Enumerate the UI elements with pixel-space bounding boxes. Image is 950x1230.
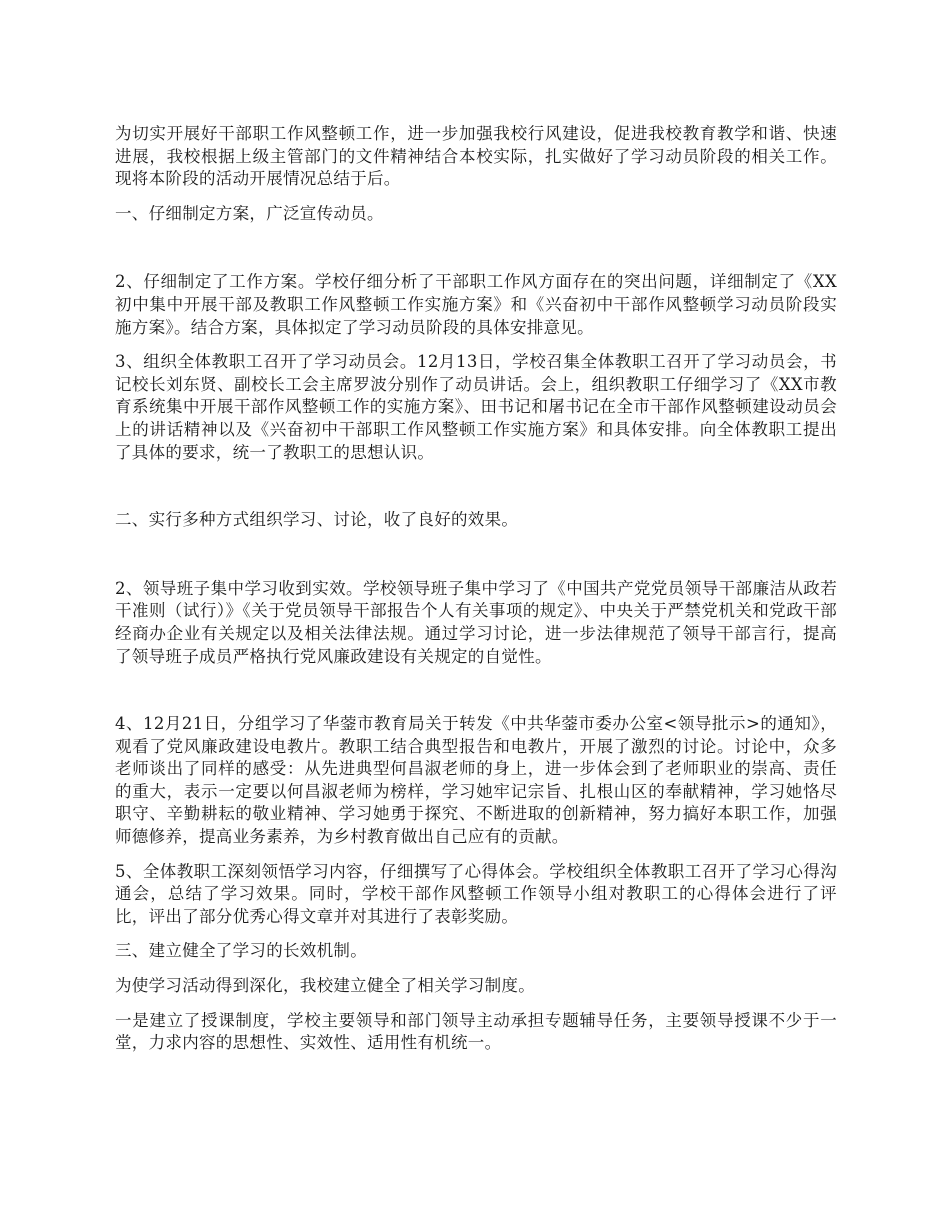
paragraph-work-plan: 2、仔细制定了工作方案。学校仔细分析了干部职工作风方面存在的突出问题，详细制定了《XX初中集中开展干部及教职工作风整顿工作实施方案》和《兴奋初中干部作风整顿学习动员阶段实施方案》。结合方案，具体拟定了学习动员阶段的具体安排意见。 — [115, 272, 837, 337]
paragraph-mobilization-meeting: 3、组织全体教职工召开了学习动员会。12月13日，学校召集全体教职工召开了学习动员会，书记校长刘东贤、副校长工会主席罗波分别作了动员讲话。会上，组织教职工仔细学习了《XX市教育系统集中开展干部作风整顿工作的实施方案》、田书记和屠书记在全市干部作风整顿建设动员会上的讲话精神以及《兴奋初中干部职工作风整顿工作实施方案》和具体安排。向全体教职工提出了具体的要求，统一了教职工的思想认识。 — [115, 352, 837, 462]
section-heading-1: 一、仔细制定方案，广泛宣传动员。 — [115, 203, 384, 223]
paragraph-teaching-system: 一是建立了授课制度，学校主要领导和部门领导主动承担专题辅导任务，主要领导授课不少于一堂，力求内容的思想性、实效性、适用性有机统一。 — [115, 1010, 837, 1053]
paragraph-group-study: 4、12月21日，分组学习了华蓥市教育局关于转发《中共华蓥市委办公室<领导批示>的通知》，观看了党风廉政建设电教片。教职工结合典型报告和电教片，开展了激烈的讨论。讨论中，众多老师谈出了同样的感受：从先进典型何昌淑老师的身上，进一步体会到了老师职业的崇高、责任的重大，表示一定要以何昌淑老师为榜样，学习她牢记宗旨、扎根山区的奉献精神，学习她恪尽职守、辛勤耕耘的敬业精神、学习她勇于探究、不断进取的创新精神，努力搞好本职工作，加强师德修养，提高业务素养，为乡村教育做出自己应有的贡献。 — [115, 714, 837, 847]
paragraph-reflections: 5、全体教职工深刻领悟学习内容，仔细撰写了心得体会。学校组织全体教职工召开了学习心得沟通会，总结了学习效果。同时，学校干部作风整顿工作领导小组对教职工的心得体会进行了评比，评出了部分优秀心得文章并对其进行了表彰奖励。 — [115, 861, 837, 926]
paragraph-leadership-study: 2、领导班子集中学习收到实效。学校领导班子集中学习了《中国共产党党员领导干部廉洁从政若干准则（试行）》《关于党员领导干部报告个人有关事项的规定》、中央关于严禁党机关和党政干部经商办企业有关规定以及相关法律法规。通过学习讨论，进一步法律规范了领导干部言行，提高了领导班子成员严格执行党风廉政建设有关规定的自觉性。 — [115, 578, 837, 666]
section-heading-2: 二、实行多种方式组织学习、讨论，收了良好的效果。 — [115, 510, 519, 530]
paragraph-study-system: 为使学习活动得到深化，我校建立健全了相关学习制度。 — [115, 976, 535, 996]
section-heading-3: 三、建立健全了学习的长效机制。 — [115, 941, 367, 961]
document-body — [115, 123, 837, 1067]
paragraph-intro: 为切实开展好干部职工作风整顿工作，进一步加强我校行风建设，促进我校教育教学和谐、快速进展，我校根据上级主管部门的文件精神结合本校实际，扎实做好了学习动员阶段的相关工作。现将本阶段的活动开展情况总结于后。 — [115, 124, 837, 189]
